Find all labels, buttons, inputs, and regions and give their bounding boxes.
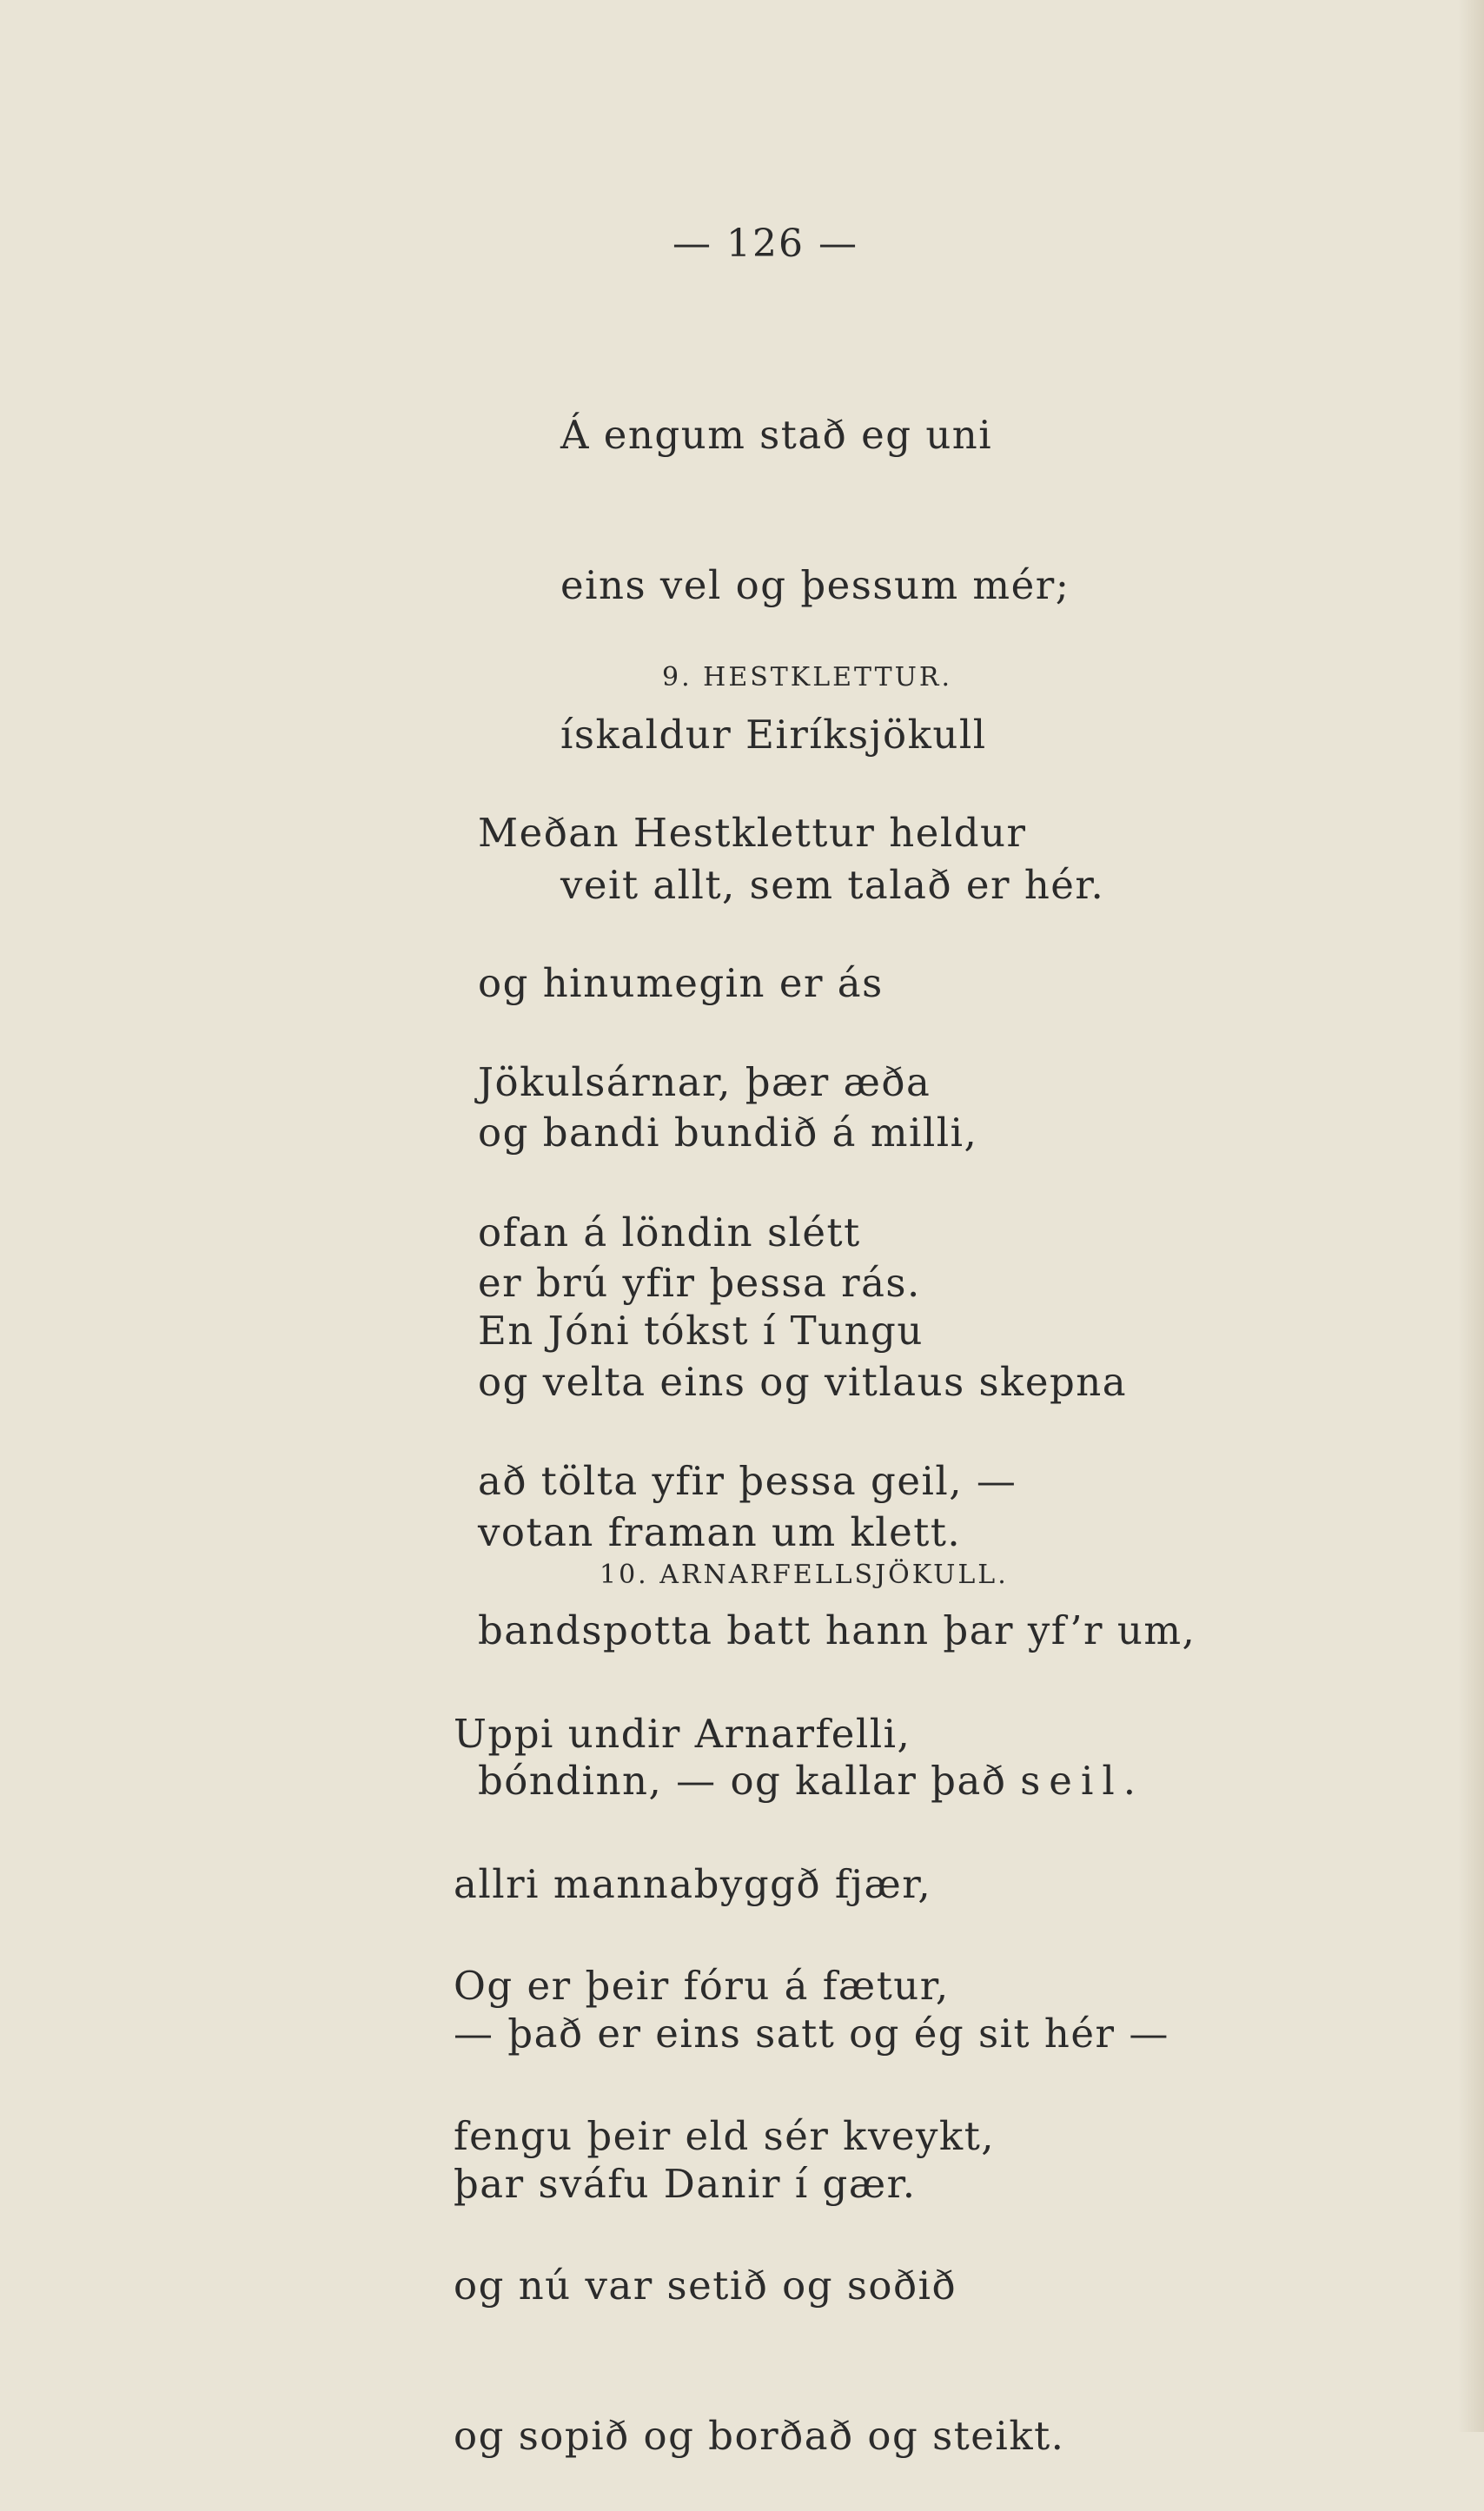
verse-line: bandspotta batt hann þar yf’r um, xyxy=(478,1607,1196,1653)
verse-line: Á engum stað eg uni xyxy=(560,412,993,458)
verse-line: Jökulsárnar, þær æða xyxy=(478,1059,931,1105)
verse-line: Meðan Hestklettur heldur xyxy=(478,810,1027,856)
verse-line: allri mannabyggð fjær, xyxy=(454,1860,932,1907)
verse-line: og nú var setið og soðið xyxy=(454,2263,957,2309)
verse-line: fengu þeir eld sér kveykt, xyxy=(454,2112,996,2159)
verse-line: — það er eins satt og ég sit hér — xyxy=(454,2011,1169,2057)
verse-line: og hinumegin er ás xyxy=(478,959,884,1006)
verse-line: og bandi bundið á milli, xyxy=(478,1110,978,1156)
verse-line: ískaldur Eiríksjökull xyxy=(560,712,987,758)
verse-line: þar sváfu Danir í gær. xyxy=(454,2160,917,2207)
verse-line: Og er þeir fóru á fætur, xyxy=(454,1963,950,2009)
section-title-arnarfellsjokull: 10. ARNARFELLSJÖKULL. xyxy=(600,1560,1009,1590)
verse-line: votan framan um klett. xyxy=(478,1508,962,1555)
verse-line: er brú yfir þessa rás. xyxy=(478,1259,921,1306)
verse-line: Uppi undir Arnarfelli, xyxy=(454,1711,911,1757)
verse-line: ofan á löndin slétt xyxy=(478,1209,861,1256)
verse-line: eins vel og þessum mér; xyxy=(560,561,1070,608)
verse-line: og velta eins og vitlaus skepna xyxy=(478,1359,1128,1405)
spaced-word: seil. xyxy=(1020,1757,1145,1804)
page-edge-shadow xyxy=(1458,0,1484,2432)
stanza-arnarfellsjokull-2 xyxy=(454,1861,1064,2511)
verse-line: En Jóni tókst í Tungu xyxy=(478,1308,924,1354)
verse-line-text: bóndinn, — og kallar það xyxy=(478,1757,1021,1804)
verse-line: og sopið og borðað og steikt. xyxy=(454,2412,1065,2459)
section-title-hestklettur: 9. HESTKLETTUR. xyxy=(662,662,952,692)
page-number: — 126 — xyxy=(672,222,858,266)
verse-line: veit allt, sem talað er hér. xyxy=(560,861,1105,908)
verse-line: að tölta yfir þessa geil, — xyxy=(478,1457,1017,1504)
